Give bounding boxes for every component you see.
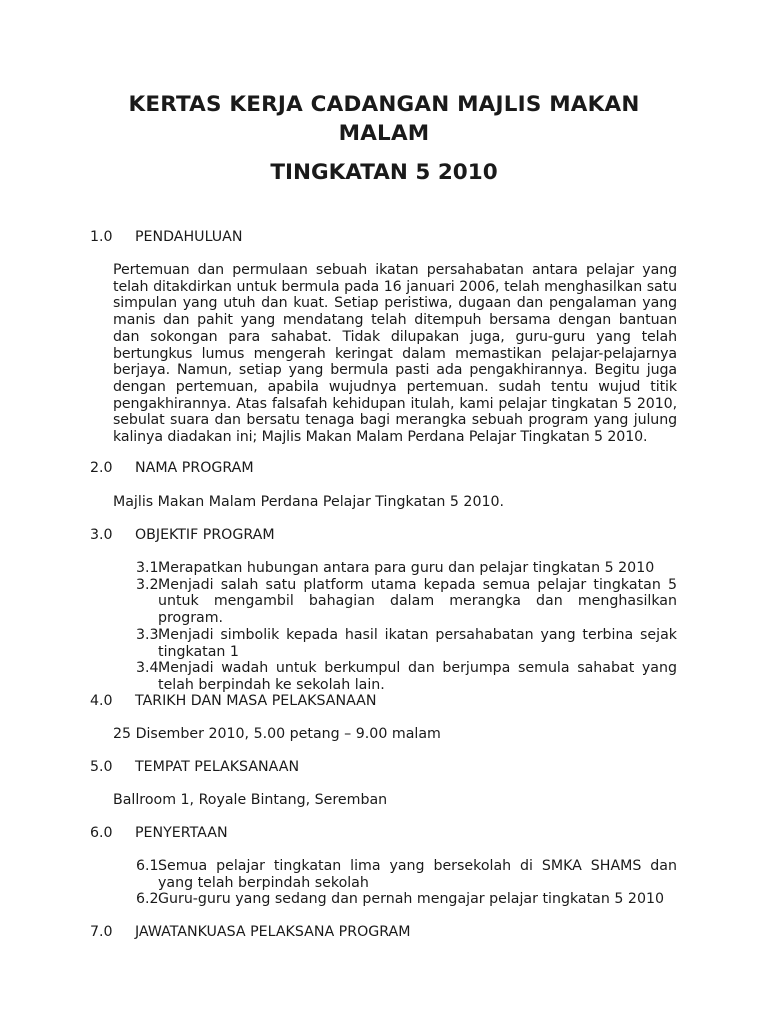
section-6-number: 6.0 bbox=[90, 825, 113, 841]
list-item bbox=[136, 627, 677, 660]
list-item-text: Menjadi wadah untuk berkumpul dan berjumpa semula sahabat yang telah berpindah ke sekolah lain. bbox=[158, 660, 677, 693]
section-6-heading: PENYERTAAN bbox=[135, 825, 228, 841]
section-5-text: Ballroom 1, Royale Bintang, Seremban bbox=[113, 792, 388, 808]
section-3-list bbox=[136, 560, 677, 694]
list-item bbox=[136, 891, 677, 908]
section-4-heading: TARIKH DAN MASA PELAKSANAAN bbox=[135, 693, 377, 709]
section-2-text: Majlis Makan Malam Perdana Pelajar Tingkatan 5 2010. bbox=[113, 494, 505, 510]
list-item-number: 6.1 bbox=[136, 858, 159, 874]
document-title: KERTAS KERJA CADANGAN MAJLIS MAKAN MALAM bbox=[128, 92, 640, 146]
section-4-number: 4.0 bbox=[90, 693, 113, 709]
list-item-text: Guru-guru yang sedang dan pernah mengajar pelajar tingkatan 5 2010 bbox=[158, 891, 665, 908]
section-5-number: 5.0 bbox=[90, 759, 113, 775]
list-item-text: Semua pelajar tingkatan lima yang bersekolah di SMKA SHAMS dan yang telah berpindah sekolah bbox=[158, 858, 677, 891]
section-1-number: 1.0 bbox=[90, 229, 113, 245]
list-item bbox=[136, 660, 677, 693]
list-item-text: Menjadi salah satu platform utama kepada semua pelajar tingkatan 5 untuk mengambil bahagian dalam merangka dan menghasilkan program. bbox=[158, 576, 677, 627]
section-4-text: 25 Disember 2010, 5.00 petang – 9.00 malam bbox=[113, 726, 441, 742]
list-item bbox=[136, 577, 677, 627]
section-7-heading: JAWATANKUASA PELAKSANA PROGRAM bbox=[135, 924, 411, 940]
list-item-number: 3.1 bbox=[136, 560, 159, 576]
section-5-heading: TEMPAT PELAKSANAAN bbox=[135, 759, 300, 775]
document-subtitle: TINGKATAN 5 2010 bbox=[270, 160, 498, 185]
list-item-number: 3.2 bbox=[136, 576, 159, 593]
section-3-number: 3.0 bbox=[90, 527, 113, 543]
section-2-heading: NAMA PROGRAM bbox=[135, 460, 254, 476]
section-7-number: 7.0 bbox=[90, 924, 113, 940]
section-3-heading: OBJEKTIF PROGRAM bbox=[135, 527, 275, 543]
list-item-number: 6.2 bbox=[136, 891, 159, 908]
section-6-list bbox=[136, 858, 677, 908]
list-item-number: 3.3 bbox=[136, 626, 159, 643]
list-item-number: 3.4 bbox=[136, 660, 159, 677]
list-item-text: Merapatkan hubungan antara para guru dan pelajar tingkatan 5 2010 bbox=[158, 560, 655, 576]
section-1-paragraph: Pertemuan dan permulaan sebuah ikatan persahabatan antara pelajar yang telah ditakdirkan untuk bermula pada 16 januari 2006, telah menghasilkan satu simpulan yang utuh dan kuat. Setiap peristiwa, dugaan dan pengalaman yang manis dan pahit yang mendatang telah ditempuh bersama dengan bantuan dan sokongan para sahabat. Tidak dilupakan juga, guru-guru yang telah bertungkus lumus mengerah keringat dalam memastikan pelajar-pelajarnya berjaya. Namun, setiap yang bermula pasti ada pengakhirannya. Begitu juga dengan pertemuan, apabila wujudnya pertemuan. sudah tentu wujud titik pengakhirannya. Atas falsafah kehidupan itulah, kami pelajar tingkatan 5 2010, sebulat suara dan bersatu tenaga bagi merangka sebuah program yang julung kalinya diadakan ini; Majlis Makan Malam Perdana Pelajar Tingkatan 5 2010. bbox=[113, 262, 677, 446]
list-item-text: Menjadi simbolik kepada hasil ikatan persahabatan yang terbina sejak tingkatan 1 bbox=[158, 626, 677, 660]
section-2-number: 2.0 bbox=[90, 460, 113, 476]
list-item bbox=[136, 560, 677, 577]
list-item bbox=[136, 858, 677, 891]
section-1-heading: PENDAHULUAN bbox=[135, 229, 243, 245]
